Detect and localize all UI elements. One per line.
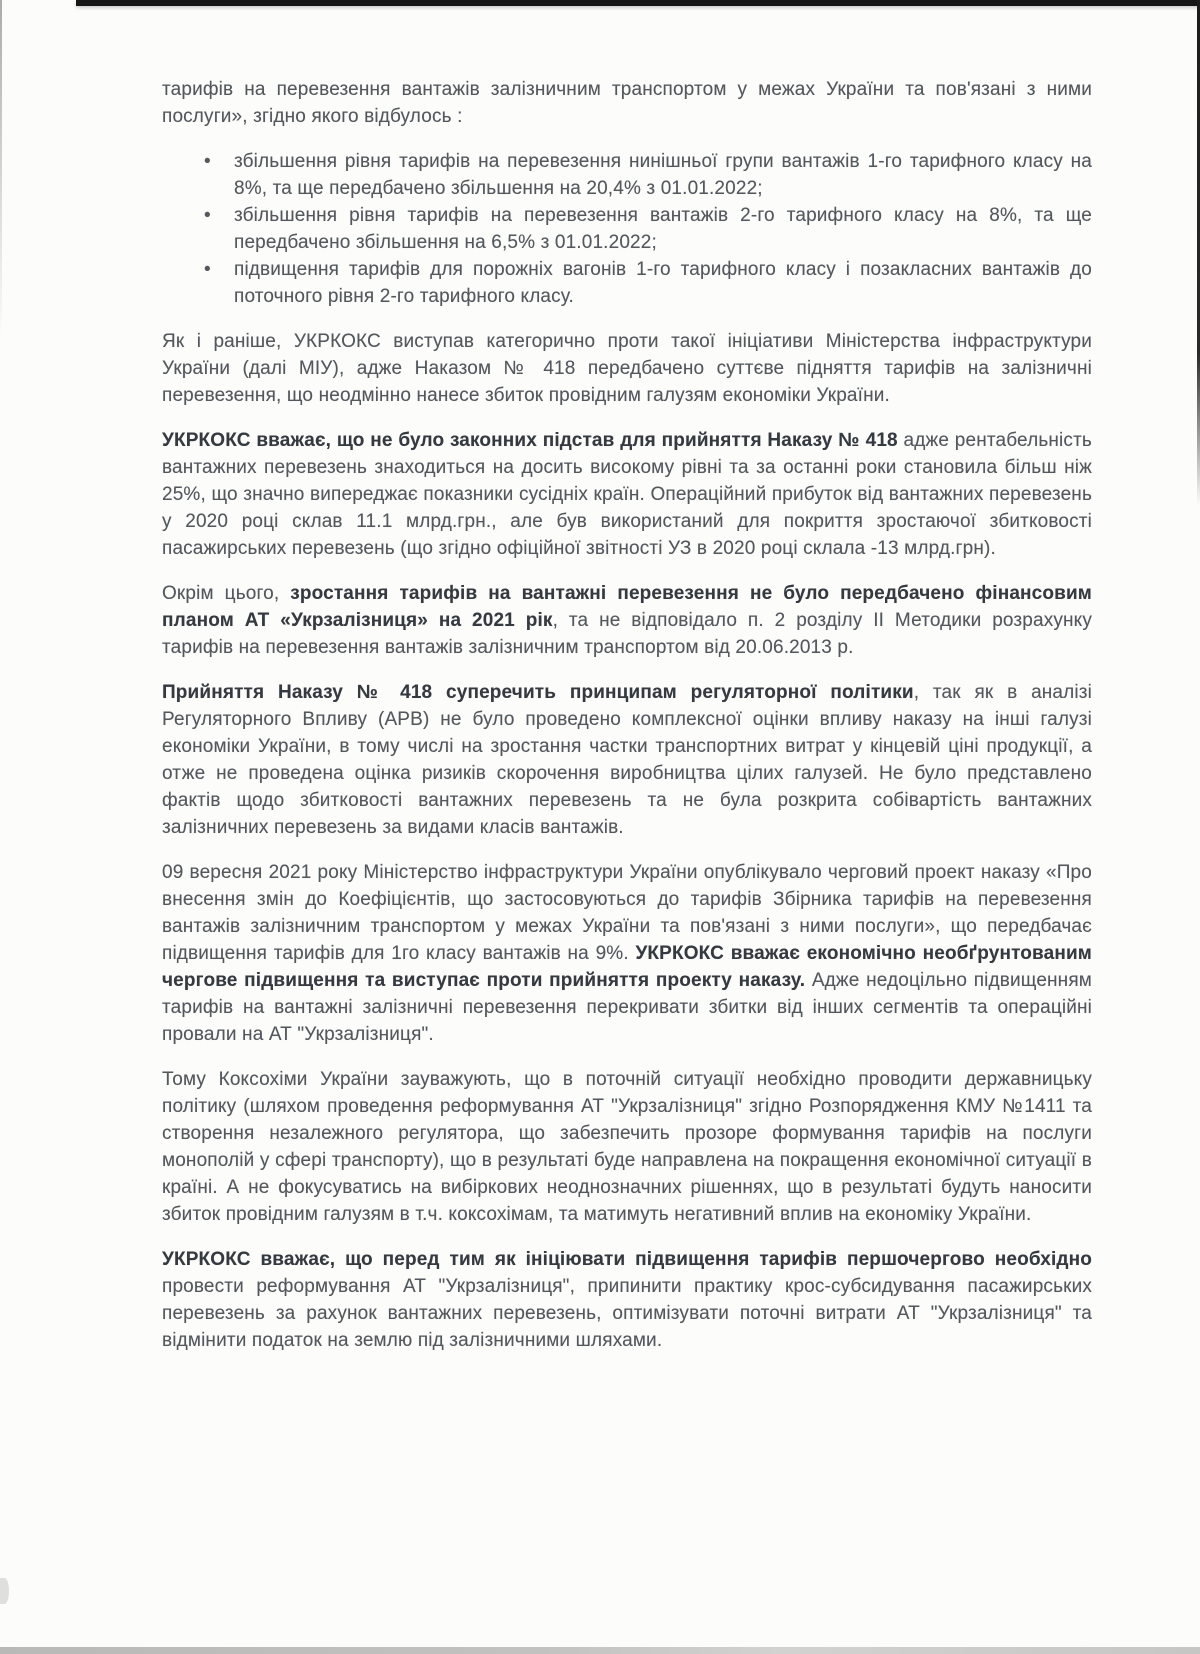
document-body <box>162 76 1092 1372</box>
scan-artifact-bottom-bar <box>0 1647 1200 1654</box>
bold-text: зростання тарифів на вантажні перевезення не було передбачено фінансовим планом АТ «Укрзалізниця» на 2021 рік <box>162 583 1093 631</box>
body-text: 09 вересня 2021 року Міністерство інфраструктури України опублікувало черговий проект наказу «Про внесення змін до Коефіцієнтів, що застосовуються до тарифів Збірника тарифів на перевезення вантажів залізничним транспортом у межах України та пов'язані з ними послуги», що передбачає підвищення тарифів для 1го класу вантажів на 9%. <box>162 862 1092 964</box>
paragraph <box>162 427 1092 562</box>
paragraph <box>162 1066 1092 1228</box>
paragraph <box>162 679 1092 841</box>
list-item <box>234 148 1092 202</box>
paragraph <box>162 1246 1092 1354</box>
body-text: адже рентабельність вантажних перевезень знаходиться на досить високому рівні та за останні роки становила більш ніж 25%, що значно випереджає показники сусідніх країн. Операційний прибуток від вантажних перевезень у 2020 році склав 11.1 млрд.грн., але був використаний для покриття зростаючої збитковості пасажирських перевезень (що згідно офіційної звітності УЗ в 2020 році склала -13 млрд.грн). <box>162 430 1092 559</box>
list-item <box>234 202 1092 256</box>
body-text: Тому Коксохіми України зауважують, що в поточній ситуації необхідно проводити державницьку політику (шляхом проведення реформування АТ "Укрзалізниця" згідно Розпорядження КМУ №1411 та створення незалежного регулятора, що забезпечить прозоре формування тарифів на послуги монополій у сфері транспорту), що в результаті буде направлена на покращення економічної ситуації в країні. А не фокусуватись на вибіркових неоднозначних рішеннях, що в результаті будуть наносити збиток провідним галузям в т.ч. коксохімам, та матимуть негативний вплив на економіку України. <box>162 1069 1092 1225</box>
body-text: Адже недоцільно підвищенням тарифів на вантажні залізничні перевезення перекривати збитки від інших сегментів та операційні провали на АТ "Укрзалізниця". <box>162 970 1092 1045</box>
body-text: Окрім цього, <box>162 583 291 604</box>
body-text: підвищення тарифів для порожніх вагонів 1-го тарифного класу і позакласних вантажів до поточного рівня 2-го тарифного класу. <box>234 259 1092 307</box>
paragraph <box>162 859 1092 1048</box>
body-text: , так як в аналізі Регуляторного Впливу (АРВ) не було проведено комплексної оцінки впливу наказу на інші галузі економіки України, в тому числі на зростання частки транспортних витрат у кінцевій ціні продукції, а отже не проведена оцінка ризиків скорочення виробництва цілих галузей. Не було представлено фактів щодо збитковості вантажних перевезень та не була розкрита собівартість вантажних залізничних перевезень за видами класів вантажів. <box>162 682 1092 838</box>
body-text: Як і раніше, УКРКОКС виступав категорично проти такої ініціативи Міністерства інфраструктури України (далі МІУ), адже Наказом № 418 передбачено суттєве підняття тарифів на залізничні перевезення, що неодмінно нанесе збиток провідним галузям економіки України. <box>162 331 1092 406</box>
bold-text: УКРКОКС вважає, що не було законних підстав для прийняття Наказу № 418 <box>162 430 904 451</box>
bullet-list <box>162 148 1092 310</box>
body-text: збільшення рівня тарифів на перевезення вантажів 2-го тарифного класу на 8%, та ще передбачено збільшення на 6,5% з 01.01.2022; <box>234 205 1092 253</box>
scan-artifact-left-edge <box>0 0 2 340</box>
bold-text: УКРКОКС вважає економічно необґрунтованим чергове підвищення та виступає проти прийняття проекту наказу. <box>162 943 1092 991</box>
scan-artifact-top-bar <box>76 0 1200 6</box>
body-text: тарифів на перевезення вантажів залізничним транспортом у межах України та пов'язані з ними послуги», згідно якого відбулось : <box>162 79 1092 127</box>
scan-artifact-smudge <box>0 1578 9 1604</box>
body-text: , та не відповідало п. 2 розділу ІІ Методики розрахунку тарифів на перевезення вантажів залізничним транспортом від 20.06.2013 р. <box>162 610 1093 658</box>
body-text: провести реформування АТ "Укрзалізниця", припинити практику крос-субсидування пасажирських перевезень за рахунок вантажних перевезень, оптимізувати поточні витрати АТ "Укрзалізниця" та відмінити податок на землю під залізничними шляхами. <box>162 1276 1092 1351</box>
bold-text: Прийняття Наказу № 418 суперечить принципам регуляторної політики <box>162 682 914 703</box>
bold-text: УКРКОКС вважає, що перед тим як ініціювати підвищення тарифів першочергово необхідно <box>162 1249 1092 1270</box>
paragraph <box>162 580 1092 661</box>
paragraph-intro-continuation <box>162 76 1092 130</box>
list-item <box>234 256 1092 310</box>
paragraph <box>162 328 1092 409</box>
body-text: збільшення рівня тарифів на перевезення нинішньої групи вантажів 1-го тарифного класу на 8%, та ще передбачено збільшення на 20,4% з 01.01.2022; <box>234 151 1092 199</box>
